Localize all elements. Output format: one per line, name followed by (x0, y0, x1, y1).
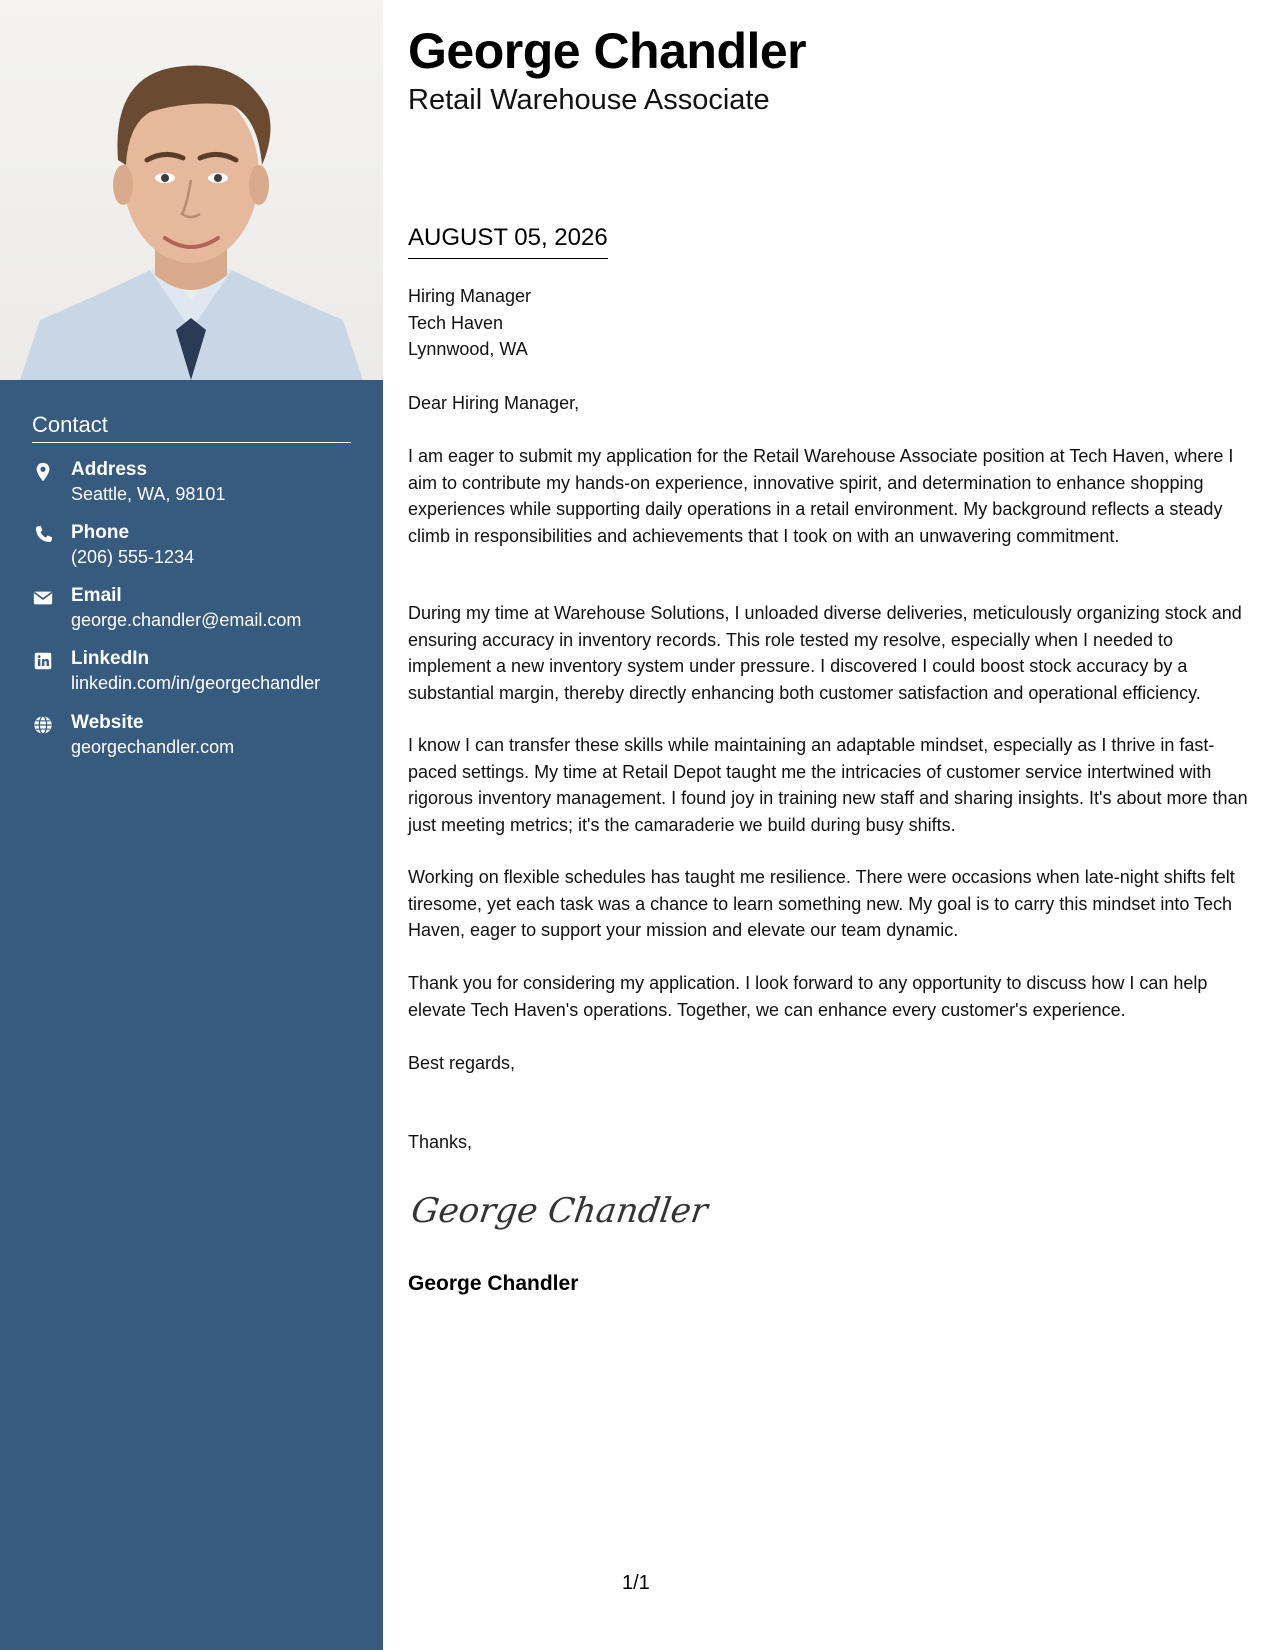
contact-label: Phone (71, 522, 130, 543)
page-number: 1/1 (622, 1572, 650, 1594)
contact-heading: Contact (32, 412, 351, 443)
recipient-line: Tech Haven (408, 312, 504, 333)
profile-photo (0, 0, 383, 380)
contact-label: Website (71, 712, 144, 733)
envelope-icon (32, 587, 54, 609)
website-link[interactable]: georgechandler.com (71, 737, 235, 757)
job-title: Retail Warehouse Associate (408, 84, 770, 116)
body-paragraph: Thank you for considering my application. I look forward to any opportunity to discuss how I can help elevate Tech Haven's operations. Together, we can enhance every customer's experience. (408, 973, 1208, 1020)
sidebar (0, 0, 383, 1650)
body-paragraph: I am eager to submit my application for the Retail Warehouse Associate position at Tech Haven, where I aim to contribute my hands-on experience, innovative spirit, and determination to enhance shopping experiences while supporting daily operations in a retail environment. My background reflects a steady climb in responsibilities and achievements that I took on with an unwavering commitment. (408, 446, 1234, 546)
recipient-line: Hiring Manager (408, 286, 532, 306)
applicant-name: George Chandler (408, 23, 807, 79)
signature-text: George Chandler (408, 1191, 711, 1231)
body-paragraph: During my time at Warehouse Solutions, I unloaded diverse deliveries, meticulously organizing stock and ensuring accuracy in inventory records. This role tested my resolve, especially when I needed to implement a new inventory system under pressure. I discovered I could boost stock accuracy by a substantial margin, thereby directly enhancing both customer satisfaction and operational efficiency. (408, 603, 1242, 703)
map-pin-icon (32, 461, 54, 483)
salutation: Dear Hiring Manager, (408, 393, 580, 413)
body-paragraph: I know I can transfer these skills while maintaining an adaptable mindset, especially as I thrive in fast-paced settings. My time at Retail Depot taught me the intricacies of customer service intertwined with rigorous inventory management. I found joy in training new staff and sharing insights. It's about more than just meeting metrics; it's the camaraderie we build during busy shifts. (408, 735, 1248, 835)
phone-icon (32, 524, 54, 546)
linkedin-icon (32, 650, 54, 672)
phone-value: (206) 555-1234 (71, 547, 195, 567)
address-value: Seattle, WA, 98101 (71, 484, 226, 504)
contact-label: Address (71, 459, 148, 480)
contact-label: Email (71, 585, 122, 606)
recipient-block (408, 283, 531, 363)
handwritten-signature (408, 1180, 711, 1240)
globe-icon (32, 714, 54, 736)
letter-date: AUGUST 05, 2026 (408, 224, 608, 259)
body-paragraph: Working on flexible schedules has taught me resilience. There were occasions when late-night shifts felt tiresome, yet each task was a chance to learn something new. My goal is to carry this mindset into Tech Haven, eager to support your mission and elevate our team dynamic. (408, 867, 1235, 940)
linkedin-link[interactable]: linkedin.com/in/georgechandler (71, 673, 321, 693)
thanks-line: Thanks, (408, 1132, 473, 1152)
signer-name: George Chandler (408, 1272, 579, 1295)
closing: Best regards, (408, 1053, 516, 1073)
recipient-line: Lynnwood, WA (408, 339, 528, 359)
email-link[interactable]: george.chandler@email.com (71, 610, 302, 630)
contact-label: LinkedIn (71, 648, 150, 669)
